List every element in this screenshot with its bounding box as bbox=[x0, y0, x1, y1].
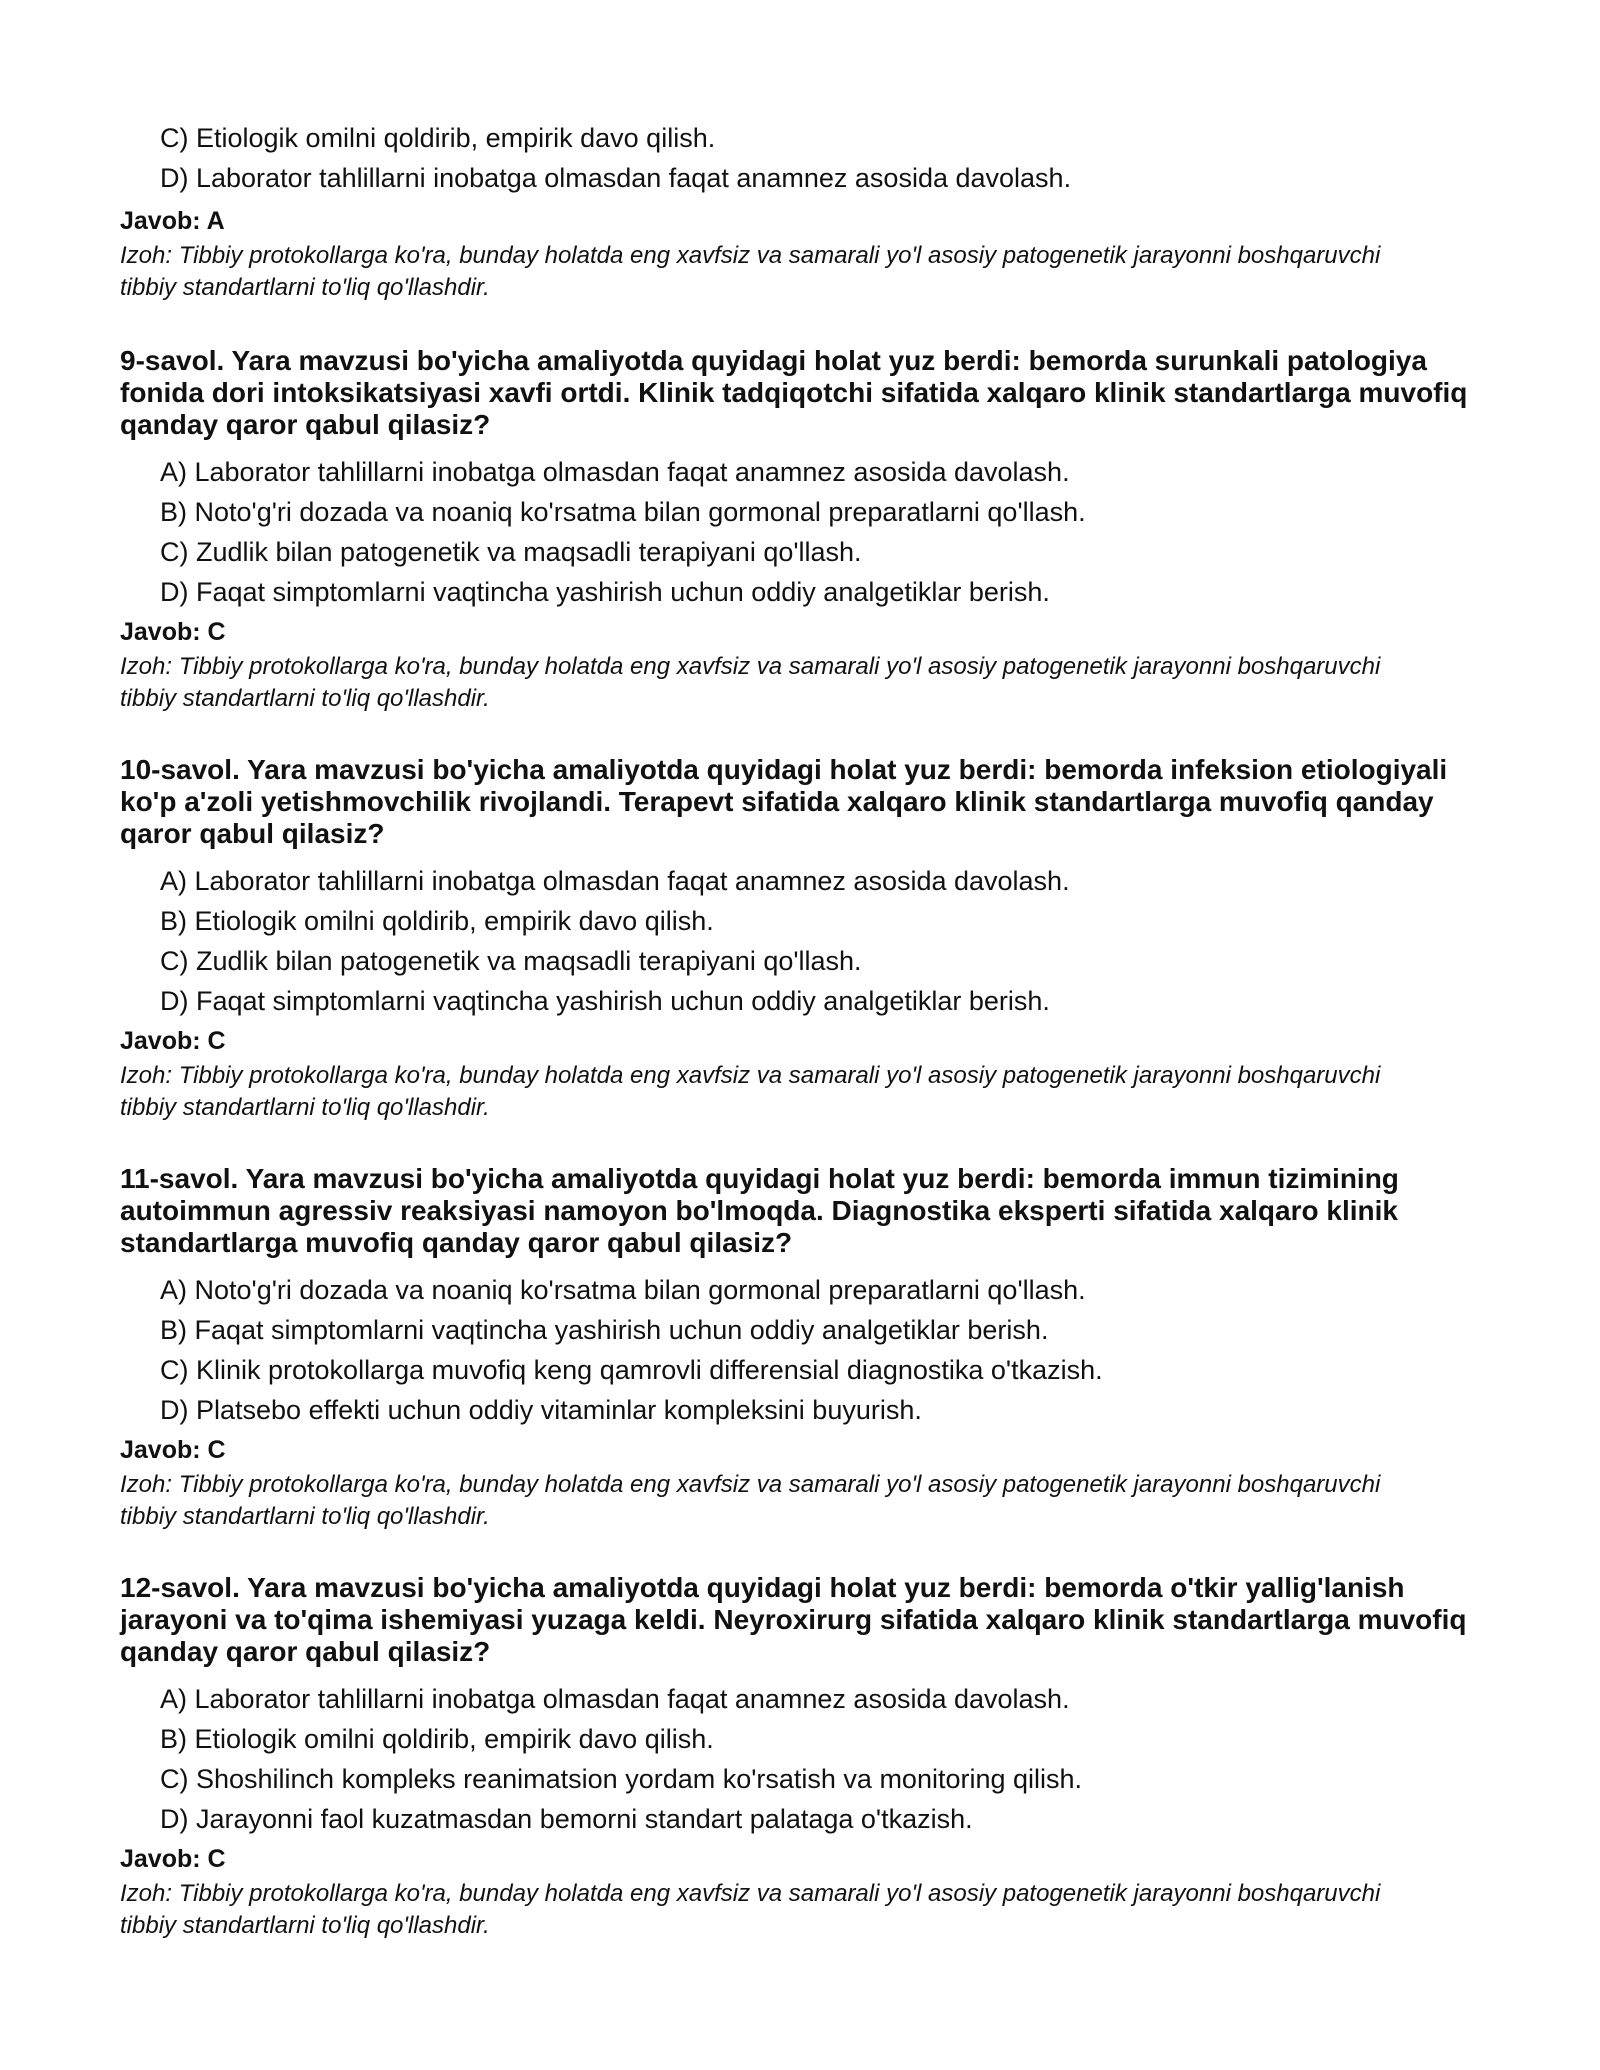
option-c: C) Etiologik omilni qoldirib, empirik davo qilish. bbox=[160, 123, 716, 153]
answer-label: Javob: C bbox=[120, 1845, 226, 1873]
option-a: A) Laborator tahlillarni inobatga olmasdan faqat anamnez asosida davolash. bbox=[160, 866, 1070, 896]
option-c: C) Klinik protokollarga muvofiq keng qamrovli differensial diagnostika o'tkazish. bbox=[160, 1355, 1103, 1385]
option-c: C) Zudlik bilan patogenetik va maqsadli terapiyani qo'llash. bbox=[160, 537, 862, 567]
question-title: 12-savol. Yara mavzusi bo'yicha amaliyotda quyidagi holat yuz berdi: bemorda o'tkir yallig'lanish jarayoni va to'qima ishemiyasi yuzaga keldi. Neyroxirurg sifatida xalqaro klinik standartlarga muvofiq qanday qaror qabul qilasiz? bbox=[120, 1572, 1467, 1667]
option-b: B) Etiologik omilni qoldirib, empirik davo qilish. bbox=[160, 906, 714, 936]
option-d: D) Jarayonni faol kuzatmasdan bemorni standart palataga o'tkazish. bbox=[160, 1804, 973, 1834]
option-b: B) Etiologik omilni qoldirib, empirik davo qilish. bbox=[160, 1724, 714, 1754]
option-d: D) Faqat simptomlarni vaqtincha yashirish uchun oddiy analgetiklar berish. bbox=[160, 577, 1050, 607]
option-a: A) Laborator tahlillarni inobatga olmasdan faqat anamnez asosida davolash. bbox=[160, 457, 1070, 487]
option-a: A) Noto'g'ri dozada va noaniq ko'rsatma bilan gormonal preparatlarni qo'llash. bbox=[160, 1275, 1086, 1305]
option-d: D) Faqat simptomlarni vaqtincha yashirish uchun oddiy analgetiklar berish. bbox=[160, 986, 1050, 1016]
answer-options bbox=[160, 861, 1500, 1021]
answer-options bbox=[160, 1679, 1500, 1839]
answer-label: Javob: C bbox=[120, 618, 226, 646]
question-title: 11-savol. Yara mavzusi bo'yicha amaliyotda quyidagi holat yuz berdi: bemorda immun tizimining autoimmun agressiv reaksiyasi namoyon bo'lmoqda. Diagnostika eksperti sifatida xalqaro klinik standartlarga muvofiq qanday qaror qabul qilasiz? bbox=[120, 1163, 1399, 1258]
option-d: D) Platsebo effekti uchun oddiy vitaminlar kompleksini buyurish. bbox=[160, 1395, 922, 1425]
carryover-options bbox=[160, 118, 1500, 198]
option-a: A) Laborator tahlillarni inobatga olmasdan faqat anamnez asosida davolash. bbox=[160, 1684, 1070, 1714]
explanation-note: Izoh: Tibbiy protokollarga ko'ra, bunday holatda eng xavfsiz va samarali yo'l asosiy patogenetik jarayonni boshqaruvchi tibbiy standartlarni to'liq qo'llashdir. bbox=[120, 653, 1381, 712]
option-c: C) Shoshilinch kompleks reanimatsion yordam ko'rsatish va monitoring qilish. bbox=[160, 1764, 1083, 1794]
option-b: B) Faqat simptomlarni vaqtincha yashirish uchun oddiy analgetiklar berish. bbox=[160, 1315, 1049, 1345]
explanation-note: Izoh: Tibbiy protokollarga ko'ra, bunday holatda eng xavfsiz va samarali yo'l asosiy patogenetik jarayonni boshqaruvchi tibbiy standartlarni to'liq qo'llashdir. bbox=[120, 1471, 1381, 1530]
answer-options bbox=[160, 452, 1500, 612]
answer-label: Javob: C bbox=[120, 1027, 226, 1055]
answer-label: Javob: A bbox=[120, 207, 225, 235]
option-b: B) Noto'g'ri dozada va noaniq ko'rsatma bilan gormonal preparatlarni qo'llash. bbox=[160, 497, 1086, 527]
question-title: 9-savol. Yara mavzusi bo'yicha amaliyotda quyidagi holat yuz berdi: bemorda surunkali patologiya fonida dori intoksikatsiyasi xavfi ortdi. Klinik tadqiqotchi sifatida xalqaro klinik standartlarga muvofiq qanday qaror qabul qilasiz? bbox=[120, 345, 1468, 440]
option-c: C) Zudlik bilan patogenetik va maqsadli terapiyani qo'llash. bbox=[160, 946, 862, 976]
explanation-note: Izoh: Tibbiy protokollarga ko'ra, bunday holatda eng xavfsiz va samarali yo'l asosiy patogenetik jarayonni boshqaruvchi tibbiy standartlarni to'liq qo'llashdir. bbox=[120, 242, 1381, 301]
option-d: D) Laborator tahlillarni inobatga olmasdan faqat anamnez asosida davolash. bbox=[160, 163, 1072, 193]
answer-label: Javob: C bbox=[120, 1436, 226, 1464]
explanation-note: Izoh: Tibbiy protokollarga ko'ra, bunday holatda eng xavfsiz va samarali yo'l asosiy patogenetik jarayonni boshqaruvchi tibbiy standartlarni to'liq qo'llashdir. bbox=[120, 1880, 1381, 1939]
explanation-note: Izoh: Tibbiy protokollarga ko'ra, bunday holatda eng xavfsiz va samarali yo'l asosiy patogenetik jarayonni boshqaruvchi tibbiy standartlarni to'liq qo'llashdir. bbox=[120, 1062, 1381, 1121]
answer-options bbox=[160, 1270, 1500, 1430]
question-title: 10-savol. Yara mavzusi bo'yicha amaliyotda quyidagi holat yuz berdi: bemorda infeksion etiologiyali ko'p a'zoli yetishmovchilik rivojlandi. Terapevt sifatida xalqaro klinik standartlarga muvofiq qanday qaror qabul qilasiz? bbox=[120, 754, 1448, 849]
